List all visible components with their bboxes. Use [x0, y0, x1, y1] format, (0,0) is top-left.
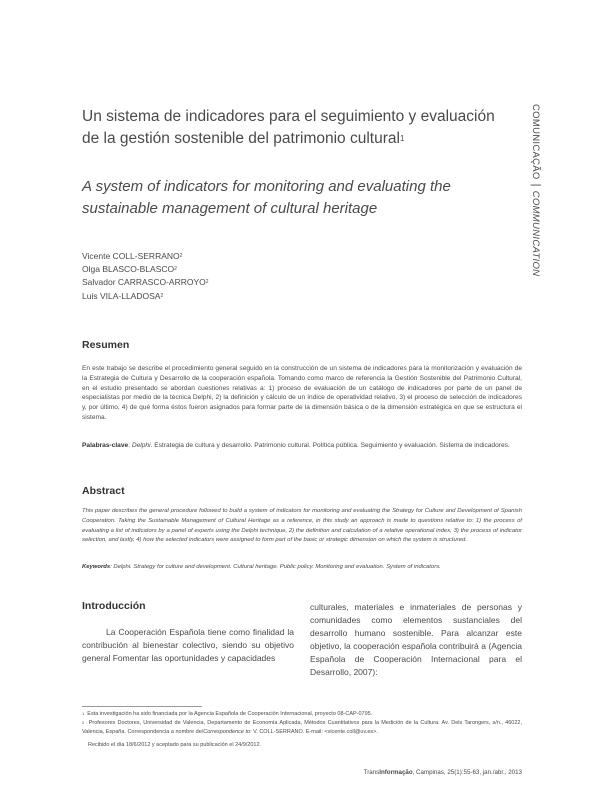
author-item: Vicente COLL-SERRANO$^2$ [82, 251, 183, 261]
author-list [82, 250, 209, 303]
article-title-spanish: Un sistema de indicadores para el seguimiento y evaluación de la gestión sostenible del patrimonio cultural$^1$ [82, 108, 495, 147]
author-item: Olga BLASCO-BLASCO$^2$ [82, 264, 177, 275]
resumen-text: En este trabajo se describe el procedimiento general seguido en la construcción de un sistema de indicadores para la monitorización y evaluación de la Estrategia de Cultura y Desarrollo de la cooperación española. Tomando como marco de referencia la Gestión Sostenible del Patrimonio Cultural, en el estudio presentado se abordan cuestiones relativas a: 1) proceso de evaluación de un catálogo de indicadores por parte de un panel de especialistas por medio de la técnica Delphi, 2) la definición y cálculo de un índice de operatividad relativo, 3) el proceso de selección de indicadores y, por último, 4) de qué forma éstos fueron asignados para formar parte de la dimensión básica o de la dimensión estratégica en que se estructura el sistema. [82, 365, 522, 421]
footnote-1: $^1$ Esta investigación ha sido financiada por la Agencia Española de Cooperación Internacional, proyecto 08-CAP-0795. [82, 711, 373, 717]
section-label-en: COMMUNICATION [530, 190, 541, 277]
article-title-english: A system of indicators for monitoring and evaluating the sustainable management of cultural heritage [82, 178, 451, 217]
footnote-divider [82, 706, 202, 707]
journal-citation: TransInformação, Campinas, 25(1):55-63, jan./abr., 2013 [363, 769, 522, 776]
intro-right-column: culturales, materiales e inmateriales de personas y comunidades como elementos sustanciales del desarrollo humano sostenible. Para alcanzar este objetivo, la cooperación española contribuirá a (Agencia Española de Cooperación Internacional para el Desarrollo, 2007): [310, 602, 522, 677]
section-label-pt: COMUNICAÇÃO [530, 104, 541, 180]
section-label-vertical [529, 104, 555, 277]
received-date: Recibido el día 18/6/2012 y aceptado para su publicación el 24/9/2012. [88, 742, 262, 748]
abstract-heading: Abstract [82, 485, 125, 497]
abstract-text: This paper describes the general procedure followed to build a system of indicators for monitoring and evaluating the Strategy for Culture and Development of Spanish Cooperation. Taking the Sustainable Management of Cultural Heritage as a reference, in this study an approach is made to questions relative to: 1) the process of evaluating a list of indicators by a panel of experts using the Delphi technique, 2) the definition and calculation of a relative operational index, 3) the process of indicator selection, and lastly, 4) how the selected indicators were assigned to form part of the basic or strategic dimension on which the system is structured. [82, 508, 522, 544]
section-label-separator: | [530, 183, 542, 187]
journal-brand: TransInformação [363, 769, 413, 776]
author-item: Salvador CARRASCO-ARROYO$^2$ [82, 277, 209, 288]
abstract-keywords: Keywords: Delphi. Strategy for culture and development. Cultural heritage. Public policy. Monitoring and evaluation. System of indicators. [82, 564, 441, 570]
title-footnote-marker: 1 [399, 134, 405, 143]
resumen-keywords: Palabras-clave: Delphi. Estrategia de cultura y desarrollo. Patrimonio cultural. Política pública. Seguimiento y evaluación. Sistema de indicadores. [82, 442, 510, 449]
intro-left-column: La Cooperación Española tiene como finalidad la contribución al bienestar colectivo, siendo su objetivo general Fomentar las oportunidades y capacidades [82, 627, 294, 663]
intro-heading: Introducción [82, 600, 146, 612]
footnote-2: $^2$ Profesores Doctores, Universidad de Valencia, Departamento de Economía Aplicada, Métodos Cuantitativos para la Medición de la Cultura. Av. Dels Tarongers, s/n., 46022, Valencia, España. Correspondencia a nombre de/Correspondence to: V. COLL-SERRANO. E-mail: <vicente.coll@uv.es>. [82, 720, 522, 735]
resumen-heading: Resumen [82, 339, 130, 351]
author-item: Luis VILA-LLADOSA$^2$ [82, 290, 164, 301]
